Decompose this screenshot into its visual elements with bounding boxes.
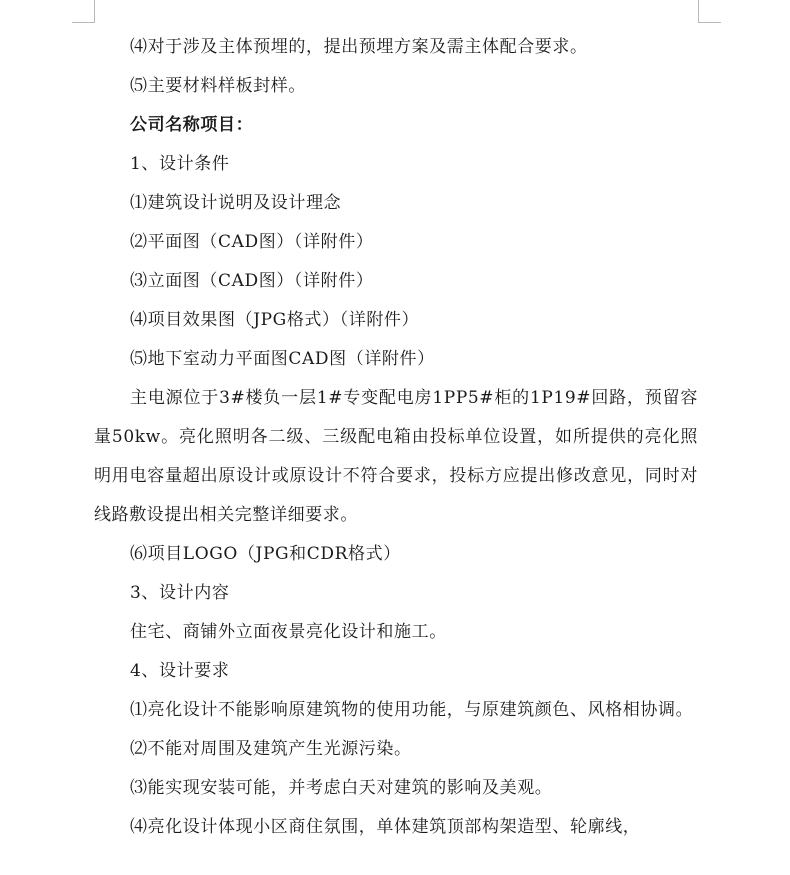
list-item-design-description: ⑴建筑设计说明及设计理念 bbox=[130, 193, 342, 213]
list-item-project-logo: ⑹项目LOGO（JPG和CDR格式） bbox=[130, 544, 401, 564]
section-heading-company-project: 公司名称项目： bbox=[130, 115, 254, 135]
document-body bbox=[94, 28, 698, 847]
requirement-item-4: ⑷亮化设计体现小区商住氛围，单体建筑顶部构架造型、轮廓线， bbox=[130, 817, 641, 837]
heading-design-content: 3、设计内容 bbox=[130, 583, 230, 603]
paragraph-design-content: 住宅、商铺外立面夜景亮化设计和施工。 bbox=[130, 622, 447, 642]
heading-design-requirements: 4、设计要求 bbox=[130, 661, 230, 681]
requirement-item-2: ⑵不能对周围及建筑产生光源污染。 bbox=[130, 739, 412, 759]
paragraph-embedded-parts: ⑷对于涉及主体预埋的，提出预埋方案及需主体配合要求。 bbox=[130, 37, 588, 57]
list-item-elevation: ⑶立面图（CAD图）（详附件） bbox=[130, 271, 374, 291]
list-item-basement-power-plan: ⑸地下室动力平面图CAD图（详附件） bbox=[130, 349, 435, 369]
requirement-item-1: ⑴亮化设计不能影响原建筑物的使用功能，与原建筑颜色、风格相协调。 bbox=[130, 700, 694, 720]
list-item-renderings: ⑷项目效果图（JPG格式）（详附件） bbox=[130, 310, 420, 330]
page-corner-mark-top-right bbox=[698, 0, 721, 23]
paragraph-material-samples: ⑸主要材料样板封样。 bbox=[130, 76, 306, 96]
requirement-item-3: ⑶能实现安装可能，并考虑白天对建筑的影响及美观。 bbox=[130, 778, 553, 798]
heading-design-conditions: 1、设计条件 bbox=[130, 154, 230, 174]
list-item-floor-plan: ⑵平面图（CAD图）（详附件） bbox=[130, 232, 374, 252]
page-corner-mark-top-left bbox=[72, 0, 95, 23]
paragraph-main-power-source: 主电源位于3#楼负一层1#专变配电房1PP5#柜的1P19#回路，预留容量50kw。亮化照明各二级、三级配电箱由投标单位设置，如所提供的亮化照明用电容量超出原设计或原设计不符合要求，投标方应提出修改意见，同时对线路敷设提出相关完整详细要求。 bbox=[94, 388, 698, 525]
